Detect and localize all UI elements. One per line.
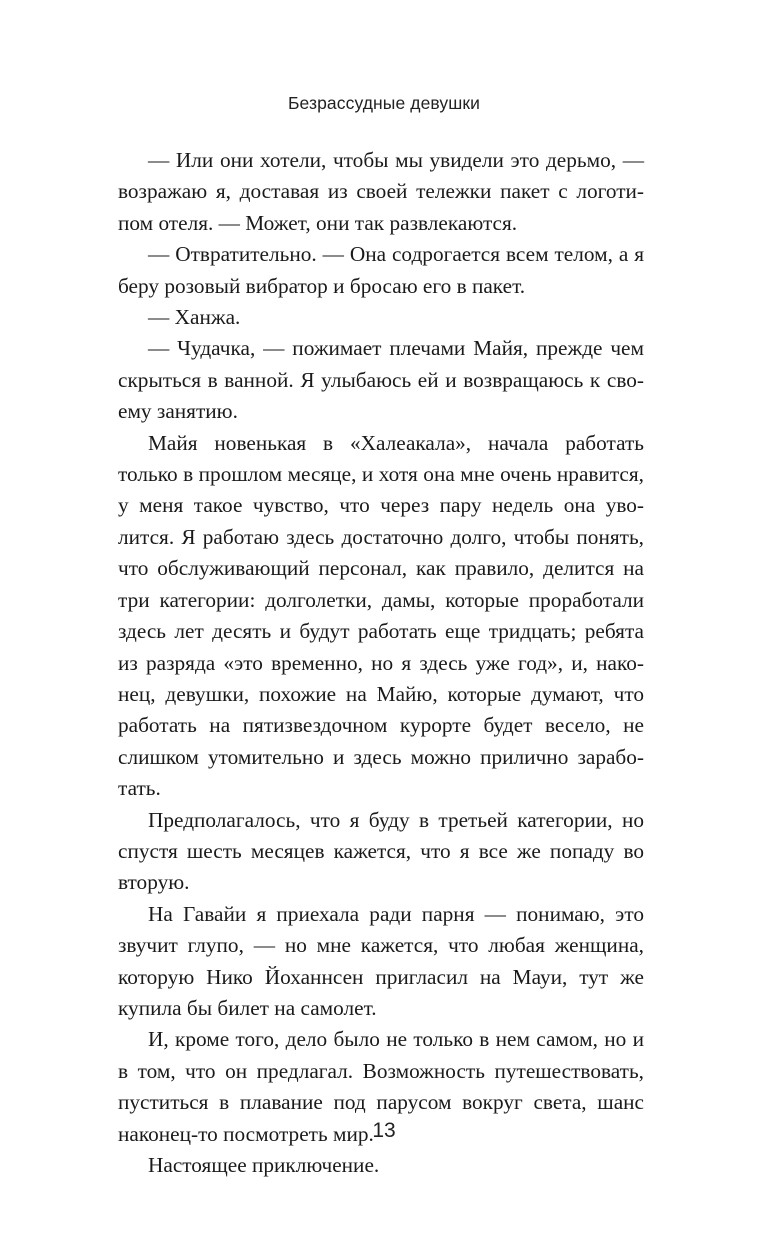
paragraph: — Ханжа. [148, 305, 241, 330]
paragraph: И, кроме того, дело было не только в нем самом, но и в том, что он предлагал. Возможность путешествовать, пуститься в плавание под парусом вокруг света, шанс наконец-то посмотреть мир. [118, 1027, 644, 1146]
paragraph: Предполагалось, что я буду в третьей категории, но спустя шесть месяцев кажется, что я все же попаду во вторую. [118, 807, 644, 895]
paragraph: Настоящее приключение. [148, 1153, 380, 1177]
page-number: 13 [372, 1119, 396, 1142]
paragraph: На Гавайи я приехала ради парня — понимаю, это звучит глупо, — но мне кажется, что любая женщина, которую Нико Йоханнсен пригласил на Мауи, тут же купила бы билет на самолет. [118, 901, 644, 1020]
paragraph: — Или они хотели, чтобы мы увидели это дерьмо, — возражаю я, доставая из своей тележки пакет с логотипом отеля. — Может, они так развлекаются. [118, 148, 644, 235]
paragraph: — Чудачка, — пожимает плечами Майя, прежде чем скрыться в ванной. Я улыбаюсь ей и возвращаюсь к своему занятию. [118, 336, 644, 424]
paragraph: — Отвратительно. — Она содрогается всем телом, а я беру розовый вибратор и бросаю его в пакет. [118, 242, 644, 298]
running-head: Безрассудные девушки [287, 93, 481, 113]
paragraph: Майя новенькая в «Халеакала», начала работать только в прошлом месяце, и хотя она мне очень нравится, у меня такое чувство, что через пару недель она уволится. Я работаю здесь достаточно долго, чтобы понять, что обслуживающий персонал, как правило, делится на три категории: долголетки, дамы, которые проработали здесь лет десять и будут работать еще тридцать; ребята из разряда «это временно, но я здесь уже год», и, наконец, девушки, похожие на Майю, которые думают, что работать на пятизвездочном курорте будет весело, не слишком утомительно и здесь можно прилично заработать. [118, 430, 644, 801]
body-text [118, 145, 644, 1181]
